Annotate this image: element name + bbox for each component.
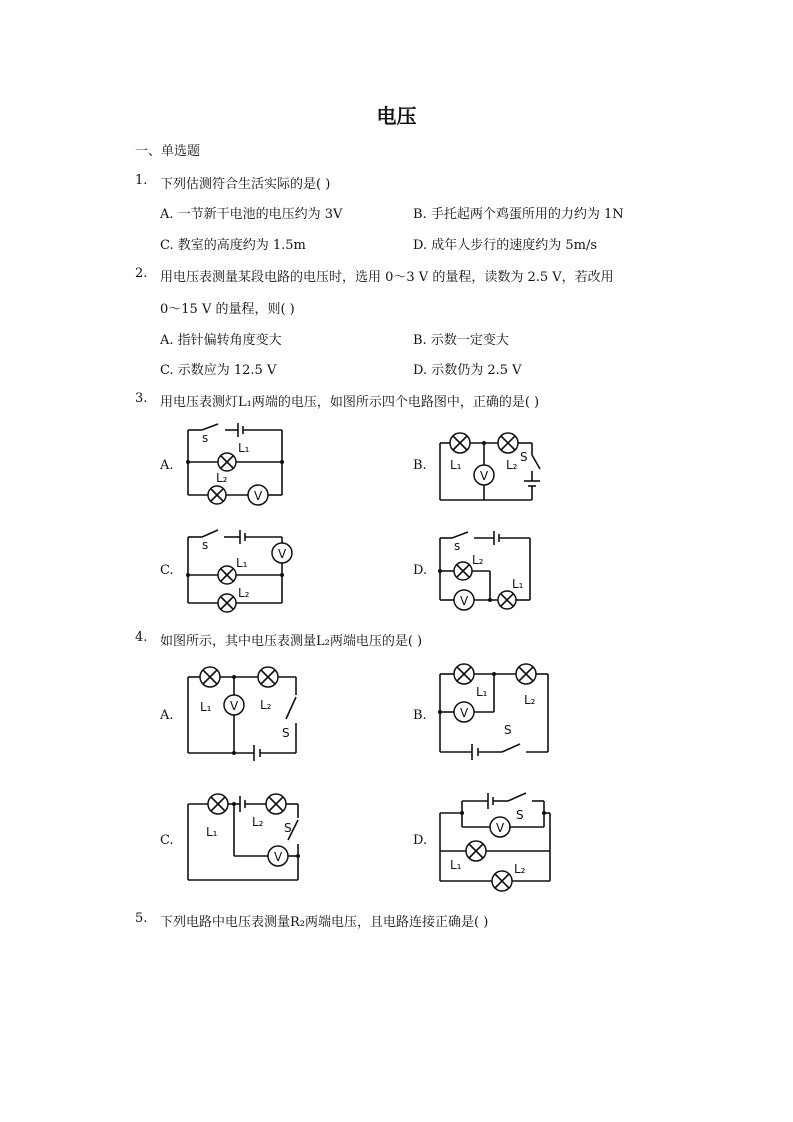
q3b-voltmeter-label: V — [480, 469, 489, 483]
question-3-number: 3. — [135, 391, 148, 406]
q3c-voltmeter-label: V — [278, 547, 287, 561]
q4b-lamp1-label: L₁ — [476, 685, 488, 699]
question-2-text-line1: 用电压表测量某段电路的电压时，选用 0～3 V 的量程，读数为 2.5 V，若改用 — [160, 270, 614, 285]
q3a-lamp1-label: L₁ — [238, 441, 250, 455]
question-2-option-a[interactable]: A. 指针偏转角度变大 — [160, 333, 282, 348]
q3d-lamp2-label: L₂ — [472, 553, 484, 567]
q4c-voltmeter-label: V — [274, 850, 283, 864]
section-heading: 一、单选题 — [135, 144, 201, 159]
q4d-lamp1-label: L₁ — [450, 858, 462, 872]
question-3-option-d-label[interactable]: D. — [413, 563, 428, 578]
q4b-voltmeter-label: V — [460, 706, 469, 720]
question-4-circuit-a — [180, 665, 310, 765]
question-5-number: 5. — [135, 911, 148, 926]
q3a-voltmeter-label: V — [254, 489, 263, 503]
page-title: 电压 — [376, 104, 417, 128]
q3c-lamp2-label: L₂ — [238, 586, 250, 600]
question-5-text: 下列电路中电压表测量R₂两端电压，且电路连接正确是( ) — [160, 915, 489, 930]
question-4-circuit-c — [180, 790, 310, 890]
question-1-text: 下列估测符合生活实际的是( ) — [160, 177, 331, 192]
q4d-voltmeter-label: V — [496, 821, 505, 835]
q3d-voltmeter-label: V — [460, 594, 469, 608]
question-1-option-a[interactable]: A. 一节新干电池的电压约为 3V — [160, 207, 343, 222]
question-2-text-line2: 0～15 V 的量程，则( ) — [160, 302, 295, 317]
question-3-circuit-c — [180, 525, 300, 610]
q4b-switch-label: S — [504, 723, 512, 737]
question-4-circuit-b — [432, 660, 557, 765]
question-4-circuit-d — [432, 785, 557, 890]
q4d-lamp2-label: L₂ — [514, 862, 526, 876]
question-3-circuit-a — [180, 420, 290, 505]
question-4-option-d-label[interactable]: D. — [413, 833, 428, 848]
q3b-lamp1-label: L₁ — [450, 458, 462, 472]
question-3-option-a-label[interactable]: A. — [160, 458, 174, 473]
q4a-switch-label: S — [282, 726, 290, 740]
question-2-option-b[interactable]: B. 示数一定变大 — [413, 333, 509, 348]
question-3-circuit-b — [432, 425, 552, 505]
q3a-switch-label: s — [202, 431, 209, 445]
q4c-lamp1-label: L₁ — [206, 825, 218, 839]
question-2-number: 2. — [135, 266, 148, 281]
q3b-lamp2-label: L₂ — [506, 458, 518, 472]
question-4-option-c-label[interactable]: C. — [160, 833, 174, 848]
q4a-voltmeter-label: V — [230, 699, 239, 713]
q4a-lamp2-label: L₂ — [260, 698, 272, 712]
question-4-option-a-label[interactable]: A. — [160, 708, 174, 723]
q4b-lamp2-label: L₂ — [524, 693, 536, 707]
q3c-lamp1-label: L₁ — [236, 556, 248, 570]
question-3-text: 用电压表测灯L₁两端的电压，如图所示四个电路图中，正确的是( ) — [160, 395, 540, 410]
question-1-number: 1. — [135, 173, 148, 188]
question-4-number: 4. — [135, 630, 148, 645]
question-2-option-d[interactable]: D. 示数仍为 2.5 V — [413, 363, 522, 378]
question-4-text: 如图所示，其中电压表测量L₂两端电压的是( ) — [160, 634, 423, 649]
question-1-option-b[interactable]: B. 手托起两个鸡蛋所用的力约为 1N — [413, 207, 624, 222]
q4c-lamp2-label: L₂ — [252, 815, 264, 829]
question-3-option-c-label[interactable]: C. — [160, 563, 174, 578]
q3c-switch-label: s — [202, 538, 209, 552]
q3b-switch-label: S — [520, 450, 528, 464]
question-2-option-c[interactable]: C. 示数应为 12.5 V — [160, 363, 277, 378]
q4a-lamp1-label: L₁ — [200, 700, 212, 714]
q3d-lamp1-label: L₁ — [512, 577, 524, 591]
question-4-option-b-label[interactable]: B. — [413, 708, 427, 723]
q3a-lamp2-label: L₂ — [216, 471, 228, 485]
question-1-option-d[interactable]: D. 成年人步行的速度约为 5m/s — [413, 238, 598, 253]
q4c-switch-label: S — [284, 821, 292, 835]
question-3-circuit-d — [432, 528, 542, 613]
q3d-switch-label: s — [454, 539, 461, 553]
question-1-option-c[interactable]: C. 教室的高度约为 1.5m — [160, 238, 306, 253]
q4d-switch-label: S — [516, 808, 524, 822]
question-3-option-b-label[interactable]: B. — [413, 458, 427, 473]
